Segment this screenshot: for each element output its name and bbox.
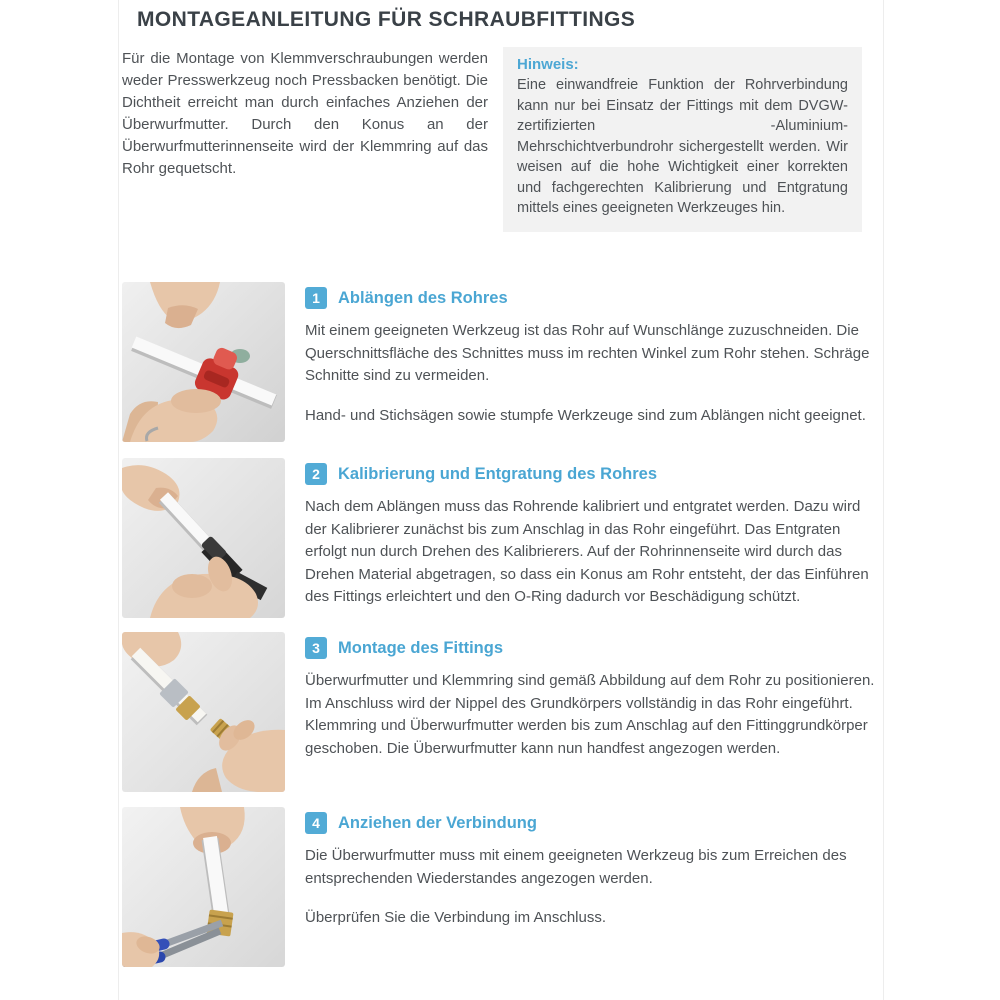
step-paragraph: Überwurfmutter und Klemmring sind gemäß Abbildung auf dem Rohr zu positionieren. Im Anschluss wird der Nippel des Grundkörpers vollständig in das Rohr eingeführt. Klemmring und Überwurfmutter werden bis zum Anschlag auf den Fittinggrundkörper geschoben. Die Überwurfmutter kann nun handfest angezogen werden. (305, 672, 875, 757)
step-number-badge: 1 (305, 287, 327, 309)
step-paragraph: Die Überwurfmutter muss mit einem geeigneten Werkzeug bis zum Erreichen des entsprechenden Wiederstandes angezogen werden. (305, 847, 847, 887)
step-2-photo-calibrating (122, 458, 285, 618)
step-number-badge: 2 (305, 463, 327, 485)
step-4-photo-tightening-connection (122, 807, 285, 967)
step-paragraph: Hand- und Stichsägen sowie stumpfe Werkzeuge sind zum Ablängen nicht geeignet. (305, 406, 866, 424)
step-title: Anziehen der Verbindung (338, 813, 537, 832)
step-4-section (122, 807, 880, 968)
step-title: Kalibrierung und Entgratung des Rohres (338, 464, 658, 483)
note-label: Hinweis: (517, 56, 579, 73)
step-title: Ablängen des Rohres (338, 288, 508, 307)
step-1-photo-pipe-cutting (122, 282, 285, 442)
right-border-line (883, 0, 884, 1000)
step-paragraph: Nach dem Ablängen muss das Rohrende kalibriert und entgratet werden. Dazu wird der Kalibrierer zunächst bis zum Anschlag in das Rohr eingeführt. Das Entgraten erfolgt nun durch Drehen des Kalibrierers. Auf der Rohrinnenseite wird durch das Drehen Material abgetragen, so dass ein Konus am Rohr entsteht, der das Einführen des Fittings erleichtert und den O-Ring dadurch vor Beschädigung schützt. (305, 498, 869, 605)
step-2-section (122, 458, 880, 619)
step-1-section (122, 282, 880, 443)
step-3-section (122, 632, 880, 793)
note-text: Eine einwandfreie Funktion der Rohrverbindung kann nur bei Einsatz der Fittings mit dem DVGW-zertifizierten -Aluminium-Mehrschichtverbundrohr sichergestellt werden. Wir weisen auf die hohe Wichtigkeit einer korrekten und fachgerechten Kalibrierung und Entgratung mittels eines geeigneten Werkzeuges hin. (517, 77, 848, 216)
left-border-line (118, 0, 119, 1000)
page-title: MONTAGEANLEITUNG FÜR SCHRAUBFITTINGS (137, 8, 636, 31)
step-3-photo-fitting-assembly (122, 632, 285, 792)
step-paragraph: Überprüfen Sie die Verbindung im Anschluss. (305, 909, 607, 926)
step-number-badge: 3 (305, 637, 327, 659)
intro-paragraph: Für die Montage von Klemmverschraubungen werden weder Presswerkzeug noch Pressbacken benötigt. Die Dichtheit erreicht man durch einfaches Anziehen der Überwurfmutter. Durch den Konus an der Überwurfmutterinnenseite wird der Klemmring auf das Rohr gequetscht. (122, 50, 488, 177)
step-number-badge: 4 (305, 812, 327, 834)
step-title: Montage des Fittings (338, 638, 503, 657)
step-paragraph: Mit einem geeigneten Werkzeug ist das Rohr auf Wunschlänge zuzuschneiden. Die Querschnittsfläche des Schnittes muss im rechten Winkel zum Rohr stehen. Schräge Schnitte sind zu vermeiden. (305, 322, 870, 384)
note-box (503, 47, 862, 232)
